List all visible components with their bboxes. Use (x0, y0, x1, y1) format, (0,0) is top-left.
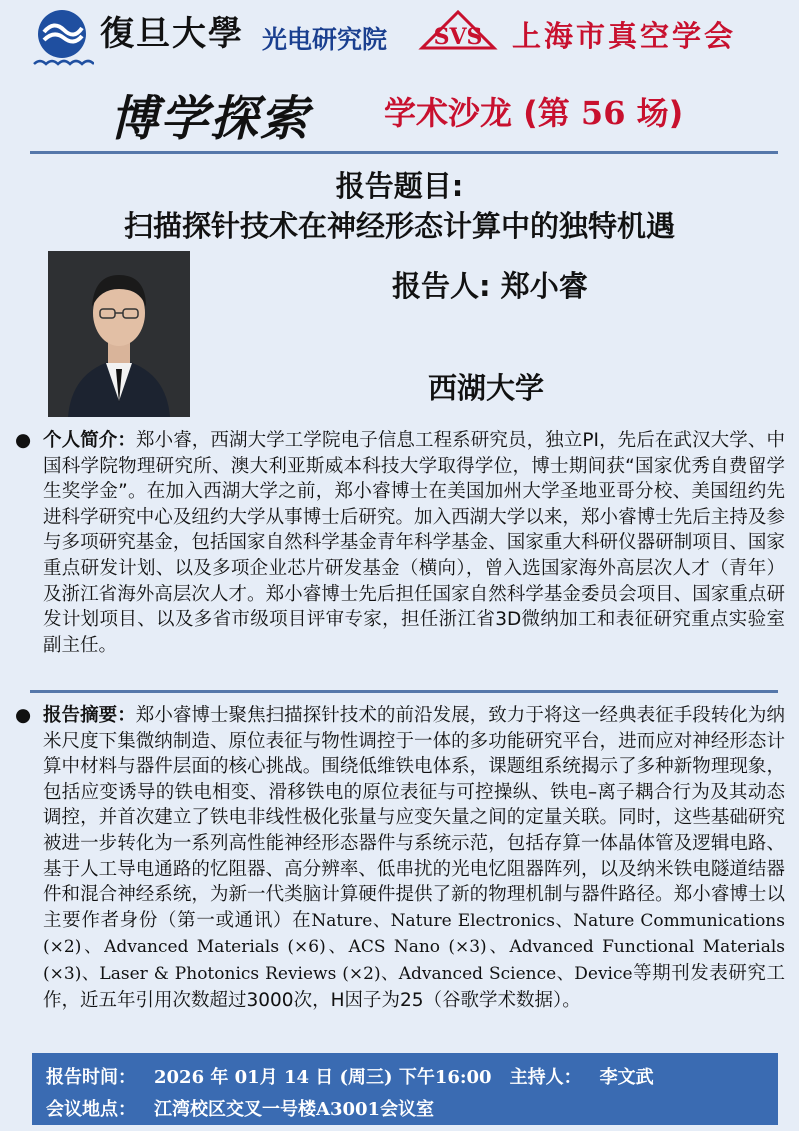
salon-session (384, 88, 683, 134)
event-time-line (46, 1063, 654, 1089)
event-info-box (32, 1053, 778, 1125)
society-logo-letters: SVS (433, 24, 483, 50)
speaker-portrait-icon (48, 251, 190, 417)
host-name: 李文武 (599, 1067, 654, 1088)
venue-label: 会议地点： (46, 1099, 136, 1120)
biography-section (15, 428, 785, 658)
time-value: 2026 年 01月 14 日 (周三) 下午16:00 (154, 1067, 492, 1088)
speaker-affiliation: 西湖大学 (428, 371, 545, 405)
institute-name: 光电研究院 (262, 25, 388, 54)
abstract-section (15, 703, 785, 1013)
abstract-label: 报告摘要： (43, 705, 136, 726)
header-divider (30, 151, 778, 154)
venue-value: 江湾校区交叉一号楼A3001会议室 (154, 1099, 435, 1120)
talk-title: 扫描探针技术在神经形态计算中的独特机遇 (123, 209, 675, 243)
salon-suffix: 场) (625, 94, 684, 132)
talk-title-label: 报告题目: (335, 169, 464, 203)
event-venue-line (46, 1095, 434, 1121)
fudan-university-logo-icon (30, 6, 94, 70)
speaker-photo (48, 251, 190, 417)
abstract-journals: Nature、Nature Electronics、Nature Communications (×2)、Advanced Materials (×6)、ACS Nano (×3)、Advanced Functional Materials (×3)、Laser & Photonics Reviews (×2)、Advanced Science、Device (43, 910, 785, 984)
university-name: 復旦大學 (100, 14, 244, 54)
series-name: 博学探索 (110, 91, 311, 147)
bullet-icon: ● (15, 705, 32, 726)
abstract-text: 郑小睿博士聚焦扫描探针技术的前沿发展，致力于将这一经典表征手段转化为纳米尺度下集微纳制造、原位表征与物性调控于一体的多功能研究平台，进而应对神经形态计算中材料与器件层面的核心挑战。围绕低维铁电体系，课题组系统揭示了多种新物理现象，包括应变诱导的铁电相变、滑移铁电的原位表征与可控操纵、铁电–离子耦合行为及其动态调控，并首次建立了铁电非线性极化张量与应变矢量之间的定量关联。同时，这些基础研究被进一步转化为一系列高性能神经形态器件与系统示范，包括存算一体晶体管及逻辑电路、基于人工导电通路的忆阻器、高分辨率、低串扰的光电忆阻器阵列，以及纳米铁电隧道结器件和混合神经系统，为新一代类脑计算硬件提供了新的物理机制与器件路径。郑小睿博士以主要作者身份（第一或通讯）在 (43, 705, 785, 931)
salon-prefix: 学术沙龙 (第 (384, 94, 581, 132)
biography-label: 个人简介： (43, 430, 136, 451)
abstract-text-end: 等期刊发表研究工作，近五年引用次数超过3000次，H因子为25（谷歌学术数据）。 (43, 962, 785, 1011)
time-label: 报告时间： (46, 1067, 136, 1088)
bullet-icon: ● (15, 430, 32, 451)
poster-header (0, 0, 799, 160)
salon-number: 56 (580, 94, 626, 132)
vacuum-society-logo-icon (418, 8, 498, 52)
speaker-name: 报告人: 郑小睿 (392, 269, 588, 303)
society-name: 上海市真空学会 (512, 19, 737, 53)
biography-text: 郑小睿，西湖大学工学院电子信息工程系研究员，独立PI，先后在武汉大学、中国科学院物理研究所、澳大利亚斯威本科技大学取得学位，博士期间获“国家优秀自费留学生奖学金”。在加入西湖大学之前，郑小睿博士在美国加州大学圣地亚哥分校、美国纽约先进科学研究中心及纽约大学从事博士后研究。加入西湖大学以来，郑小睿博士先后主持及参与多项研究基金，包括国家自然科学基金青年科学基金、国家重大科研仪器研制项目、国家重点研发计划、以及多项企业芯片研发基金（横向），曾入选国家海外高层次人才（青年）及浙江省海外高层次人才。郑小睿博士先后担任国家自然科学基金委员会项目、国家重点研发计划项目、以及多省市级项目评审专家，担任浙江省3D微纳加工和表征研究重点实验室副主任。 (43, 430, 785, 656)
host-label: 主持人： (509, 1067, 582, 1088)
section-divider (30, 690, 778, 693)
